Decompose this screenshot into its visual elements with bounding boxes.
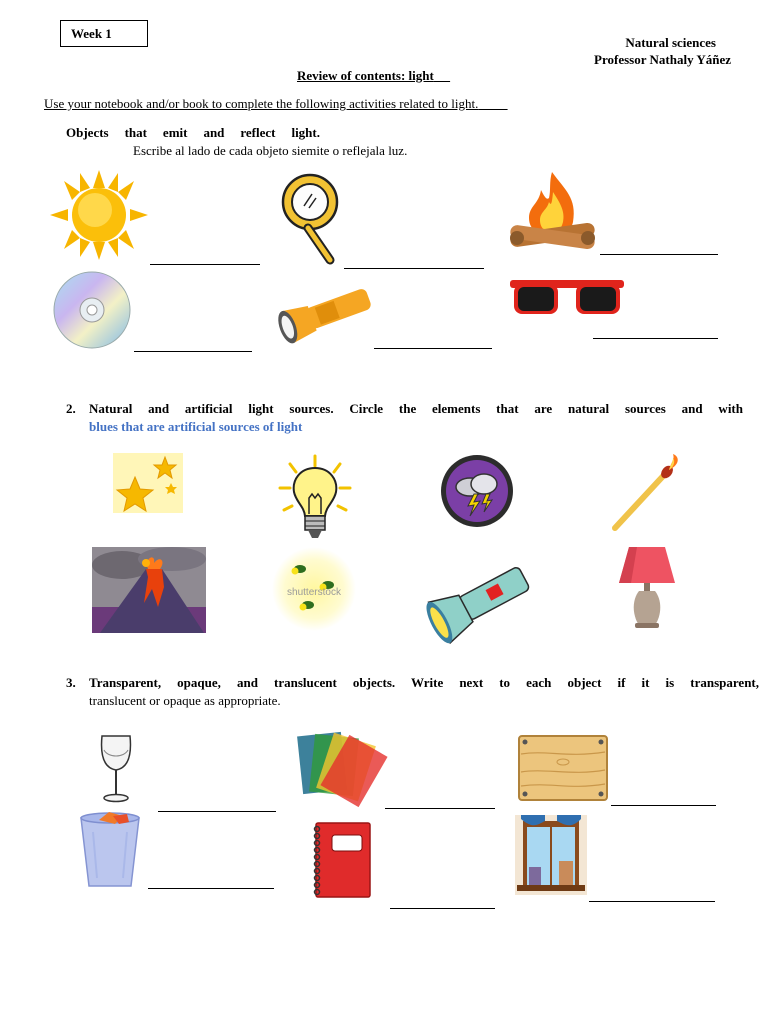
sunglasses-icon [510, 278, 624, 318]
answer-line[interactable] [344, 268, 484, 269]
campfire-icon [505, 170, 600, 252]
answer-line[interactable] [390, 908, 495, 909]
flashlight-icon [278, 282, 376, 348]
week-label: Week 1 [60, 20, 148, 47]
volcano-icon [92, 547, 206, 633]
watermark-text: shutterstock [287, 587, 341, 598]
answer-line[interactable] [593, 338, 718, 339]
plastic-bin-icon [79, 812, 141, 888]
lamp-icon [617, 547, 677, 629]
section1-heading: Objects that emit and reflect light. [66, 125, 320, 140]
answer-line[interactable] [150, 264, 260, 265]
fireflies-icon [272, 547, 356, 631]
professor-label: Professor Nathaly Yáñez [594, 52, 731, 67]
wine-glass-icon [98, 734, 134, 804]
section3-heading: Transparent, opaque, and translucent objects. Write next to each object if it is transparent, [89, 675, 759, 690]
color-filters-icon [296, 730, 382, 808]
light-bulb-icon [278, 454, 352, 544]
wood-board-icon [517, 734, 609, 802]
answer-line[interactable] [148, 888, 274, 889]
answer-line[interactable] [385, 808, 495, 809]
match-icon [603, 454, 685, 536]
section2-artificial-note: blues that are artificial sources of light [89, 419, 303, 434]
answer-line[interactable] [158, 811, 276, 812]
flashlight-icon [428, 560, 533, 642]
storm-icon [440, 454, 514, 528]
section1-subheading: Escribe al lado de cada objeto siemite o reflejala luz. [133, 143, 408, 158]
window-icon [515, 815, 587, 895]
section3-subheading: translucent or opaque as appropriate. [89, 693, 281, 708]
answer-line[interactable] [611, 805, 716, 806]
notebook-icon [312, 823, 372, 897]
answer-line[interactable] [589, 901, 715, 902]
section2-number: 2. [66, 401, 76, 416]
page-title: Review of contents: light [297, 68, 434, 83]
answer-line[interactable] [134, 351, 252, 352]
answer-line[interactable] [374, 348, 492, 349]
sun-icon [50, 170, 148, 260]
subject-label: Natural sciences [625, 35, 716, 50]
instruction-text: Use your notebook and/or book to complete the following activities related to light. [44, 96, 479, 111]
section3-number: 3. [66, 675, 76, 690]
stars-icon [113, 453, 183, 513]
section2-heading: Natural and artificial light sources. Circle the elements that are natural sources and with [89, 401, 743, 416]
cd-icon [52, 270, 132, 350]
answer-line[interactable] [600, 254, 718, 255]
mirror-icon [280, 172, 342, 267]
